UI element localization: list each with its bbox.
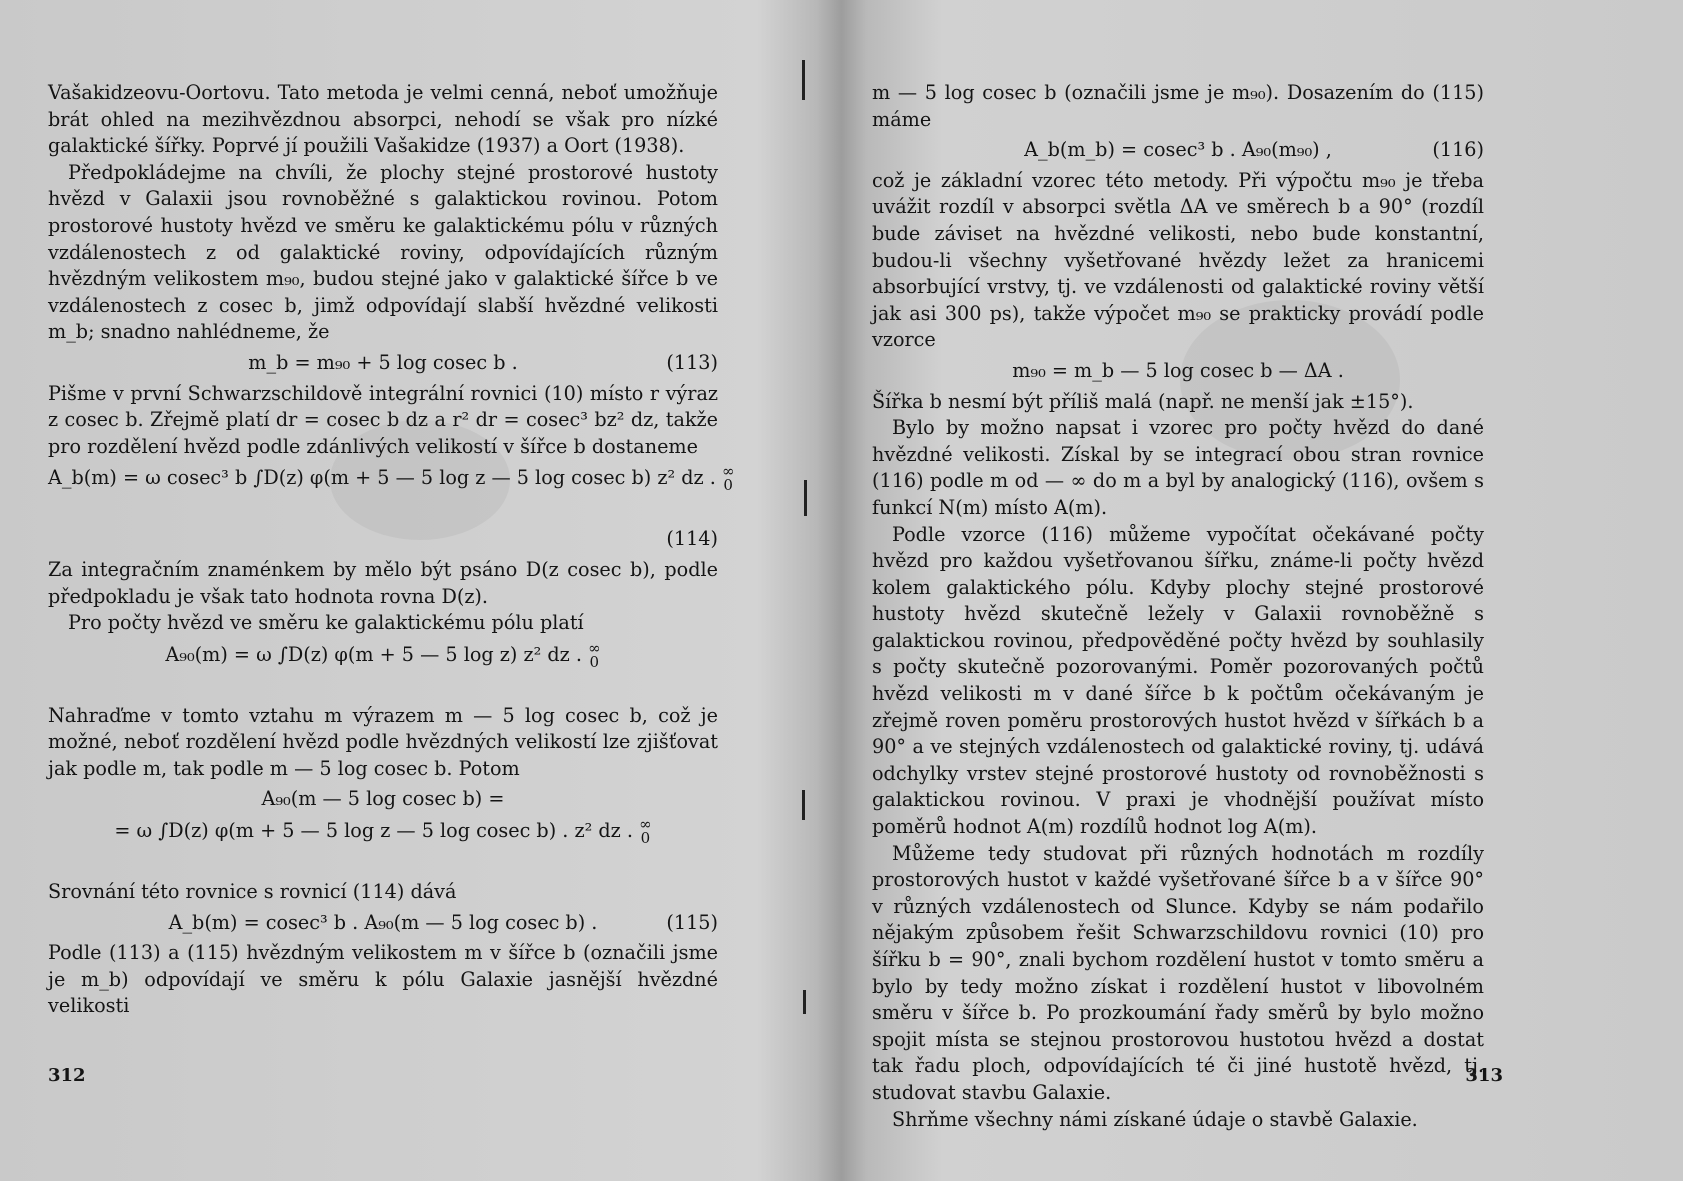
integral-limits	[721, 462, 735, 495]
equation-substitution-continued	[48, 817, 718, 875]
equation-a90	[48, 638, 718, 699]
page-number: 313	[1465, 1065, 1503, 1086]
upper-limit: ∞	[588, 638, 601, 657]
paragraph: Bylo by možno napsat i vzorec pro počty hvězd do dané hvězdné velikosti. Získal by se integrací obou stran rovnice (116) podle m od — ∞ do m a byl by analogický (116), ovšem s funkcí N(m) místo A(m).	[872, 416, 1484, 519]
paragraph: Srovnání této rovnice s rovnicí (114) dává	[48, 880, 457, 904]
paragraph: m — 5 log cosec b (označili jsme je m₉₀). Dosazením do (115) máme	[872, 81, 1484, 131]
paragraph: Nahraďme v tomto vztahu m výrazem m — 5 log cosec b, což je možné, neboť rozdělení hvězd podle hvězdných velikostí lze zjišťovat jak podle m, tak podle m — 5 log cosec b. Potom	[48, 703, 718, 780]
equation-number: (113)	[666, 350, 718, 374]
equation-number: (114)	[666, 527, 718, 551]
paragraph: Šířka b nesmí být příliš malá (např. ne menší jak ±15°).	[872, 389, 1414, 413]
paragraph: Podle vzorce (116) můžeme vypočítat očekávané počty hvězd pro každou vyšetřovanou šířku, známe-li počty hvězd kolem galaktického pólu. Kdyby plochy stejné prostorové hustoty hvězd skutečně ležely v Galaxii rovnoběžně s galaktickou rovinou, předpověděné počty hvězd by souhlasily s počty skutečně pozorovanými. Poměr pozorovaných počtů hvězd velikosti m v dané šířce b k počtům očekávaným je zřejmě roven poměru prostorových hustot hvězd v šířkách b a 90° a ve stejných vzdálenostech od galaktické roviny, tj. udává odchylky vrstev stejné prostorové hustoty od rovnoběžnosti s galaktickou rovinou. V praxi je vhodnější používat místo poměrů hodnot A(m) rozdílů hodnot log A(m).	[872, 522, 1484, 839]
integral-limits	[588, 638, 601, 671]
equation-116	[872, 137, 1484, 164]
equation-body: A₉₀(m — 5 log cosec b) =	[261, 787, 505, 811]
lower-limit: 0	[723, 476, 733, 495]
integral-limits	[639, 815, 652, 848]
equation-114	[48, 462, 735, 522]
equation-body: A_b(m) = cosec³ b . A₉₀(m — 5 log cosec b) .	[168, 910, 598, 934]
right-text-column	[872, 80, 1484, 1133]
paragraph: Vašakidzeovu-Oortovu. Tato metoda je velmi cenná, neboť umožňuje brát ohled na mezihvězdnou absorpci, nehodí se však pro nízké galaktické šířky. Poprvé jí použili Vašakidze (1937) a Oort (1938).	[48, 81, 718, 158]
page-number: 312	[48, 1065, 86, 1086]
lower-limit: 0	[589, 652, 600, 671]
equation-number: (116)	[1432, 138, 1484, 162]
equation-115	[48, 910, 718, 937]
paragraph: což je základní vzorec této metody. Při výpočtu m₉₀ je třeba uvážit rozdíl v absorpci světla ΔA ve směrech b a 90° (rozdíl bude záviset na hvězdné velikosti, nebo bude konstantní, budou-li všechny vyšetřované hvězdy ležet za hranicemi absorbující vrstvy, tj. ve vzdálenosti od galaktické roviny větší jak asi 300 ps), takže výpočet m₉₀ se prakticky provádí podle vzorce	[872, 168, 1484, 352]
upper-limit: ∞	[721, 462, 735, 481]
equation-body: m₉₀ = m_b — 5 log cosec b — ΔA .	[1012, 358, 1344, 382]
paragraph: Pišme v první Schwarzschildově integrální rovnici (10) místo r výraz z cosec b. Zřejmě platí dr = cosec b dz a r² dr = cosec³ bz² dz, takže pro rozdělení hvězd podle zdánlivých velikostí v šířce b dostaneme	[48, 381, 718, 458]
equation-number: (115)	[666, 910, 718, 934]
paragraph: Můžeme tedy studovat při různých hodnotách m rozdíly prostorových hustot v každé vyšetřované šířce b a v šířce 90° v různých vzdálenostech od Slunce. Kdyby se nám podařilo nějakým způsobem řešit Schwarzschildovu rovnici (10) pro šířku b = 90°, znali bychom rozdělení hustot v tomto směru a bylo by tedy možno získat i rozdělení hustot v libovolném směru v šířce b. Po prozkoumání řady směrů by bylo možno spojit místa se stejnou prostorovou hustotou hvězd a dostat tak řadu ploch, odpovídajících té či jiné hustotě hvězd, tj. studovat stavbu Galaxie.	[872, 841, 1484, 1104]
equation-substitution	[48, 786, 718, 813]
upper-limit: ∞	[639, 815, 652, 834]
lower-limit: 0	[640, 829, 651, 848]
left-text-column	[48, 80, 735, 1020]
equation-body: = ω ∫D(z) φ(m + 5 — 5 log z — 5 log cosec b) . z² dz .	[114, 819, 633, 843]
equation-m90	[872, 358, 1484, 385]
paragraph: Shrňme všechny námi získané údaje o stavbě Galaxie.	[892, 1107, 1418, 1131]
equation-113	[48, 350, 718, 377]
paragraph: Podle (113) a (115) hvězdným velikostem m v šířce b (označili jsme je m_b) odpovídají ve směru k pólu Galaxie jasnější hvězdné velikosti	[48, 941, 718, 1018]
right-page	[842, 0, 1683, 1181]
equation-body: A₉₀(m) = ω ∫D(z) φ(m + 5 — 5 log z) z² dz .	[165, 642, 582, 666]
paragraph: Za integračním znaménkem by mělo být psáno D(z cosec b), podle předpokladu je však tato hodnota rovna D(z).	[48, 557, 718, 608]
equation-body: A_b(m_b) = cosec³ b . A₉₀(m₉₀) ,	[1024, 138, 1332, 162]
paragraph: Pro počty hvězd ve směru ke galaktickému pólu platí	[68, 611, 584, 635]
paragraph: Předpokládejme na chvíli, že plochy stejné prostorové hustoty hvězd v Galaxii jsou rovnoběžné s galaktickou rovinou. Potom prostorové hustoty hvězd ve směru ke galaktickému pólu v různých vzdálenostech z od galaktické roviny, odpovídajících různým hvězdným velikostem m₉₀, budou stejné jako v galaktické šířce b ve vzdálenostech z cosec b, jimž odpovídají slabší hvězdné velikosti m_b; snadno nahlédneme, že	[48, 160, 718, 344]
left-page	[0, 0, 841, 1181]
equation-body: A_b(m) = ω cosec³ b ∫D(z) φ(m + 5 — 5 log z — 5 log cosec b) z² dz .	[48, 466, 716, 490]
equation-body: m_b = m₉₀ + 5 log cosec b .	[248, 350, 518, 374]
